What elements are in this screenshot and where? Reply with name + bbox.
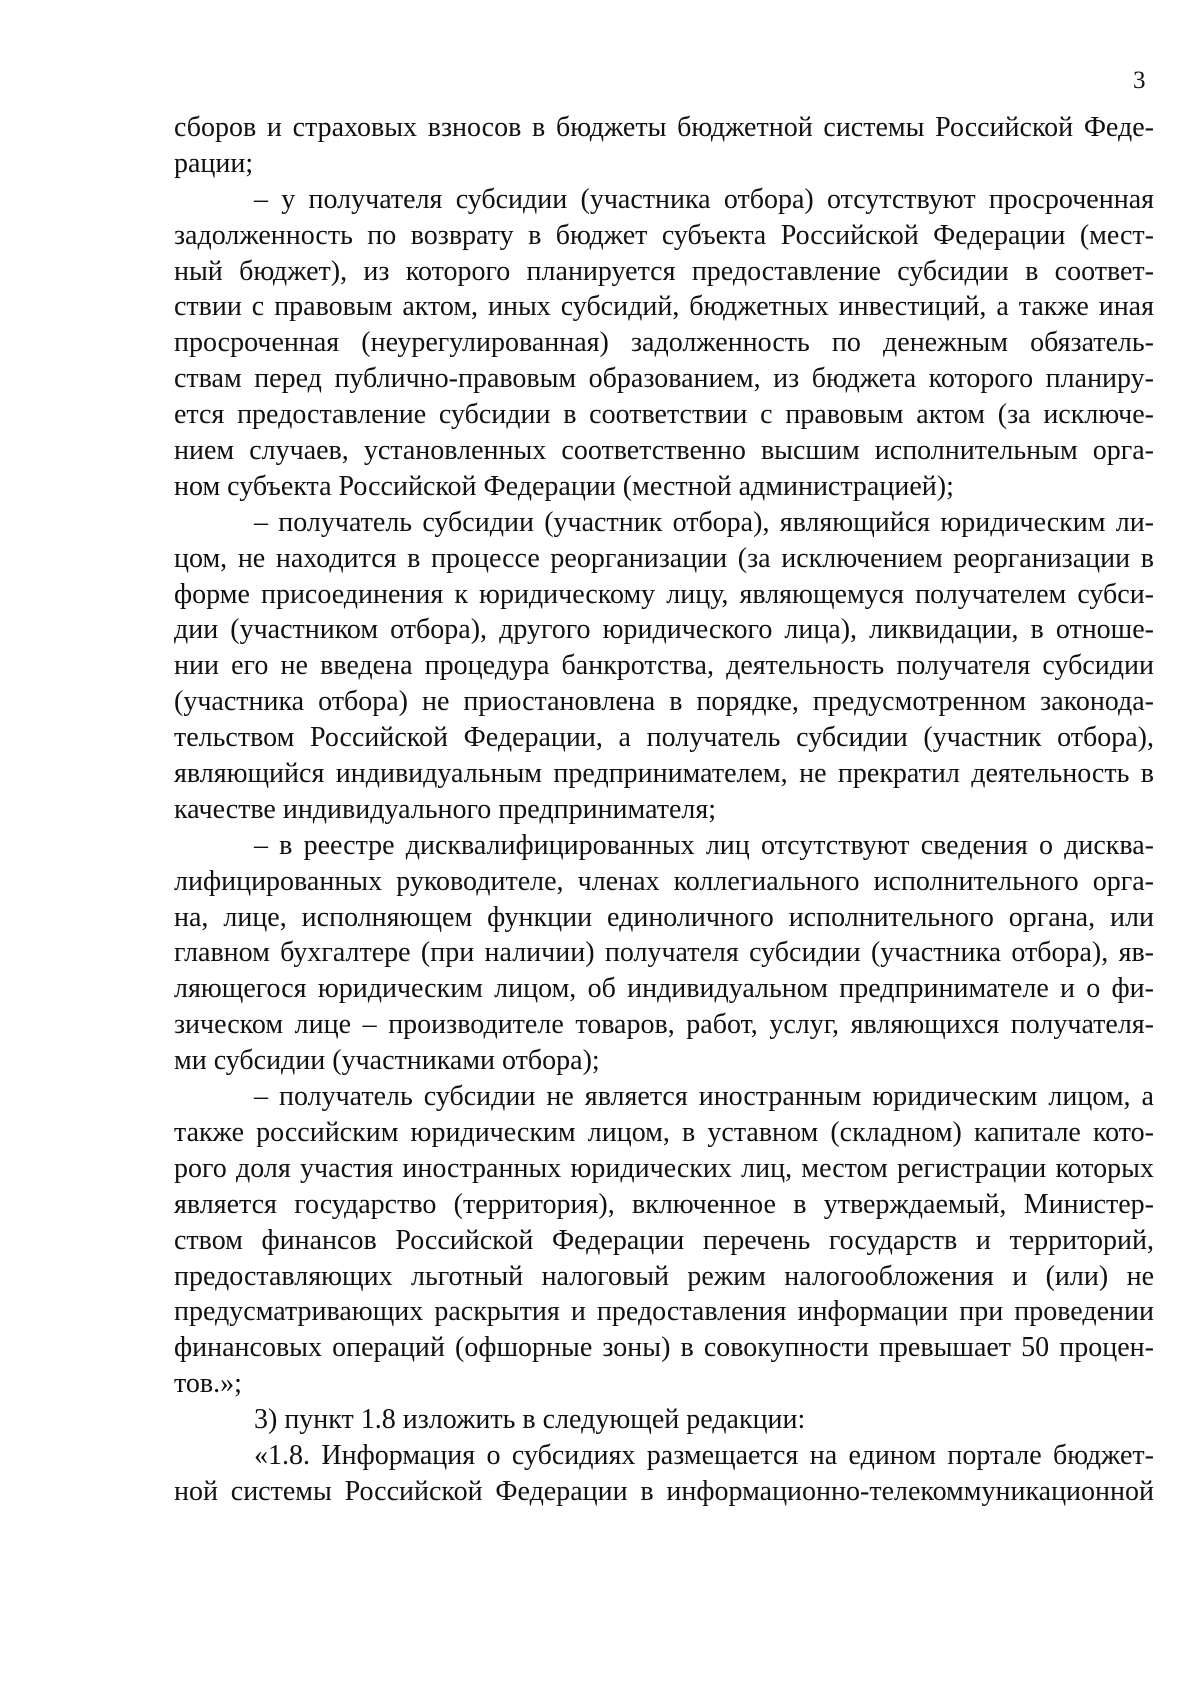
- text-line: качестве индивидуального предпринимателя;: [174, 793, 717, 825]
- text-line: являющийся индивидуальным предпринимателем, не прекратил деятельность в: [174, 758, 1154, 790]
- text-line: цом, не находится в процессе реорганизации (за исключением реорганизации в: [174, 542, 1154, 574]
- text-line: ном субъекта Российской Федерации (местной администрацией);: [174, 470, 954, 502]
- page-number: 3: [1133, 67, 1146, 94]
- text-line: главном бухгалтере (при наличии) получателя субсидии (участника отбора), яв-: [174, 937, 1154, 969]
- text-line: просроченная (неурегулированная) задолженность по денежным обязатель-: [174, 327, 1154, 359]
- text-line: лифицированных руководителе, членах коллегиального исполнительного орга-: [174, 865, 1154, 897]
- text-line: тельством Российской Федерации, а получатель субсидии (участник отбора),: [174, 722, 1154, 754]
- text-line: ствии с правовым актом, иных субсидий, бюджетных инвестиций, а также иная: [174, 291, 1154, 323]
- text-line: ной системы Российской Федерации в информационно-телекоммуникационной: [174, 1475, 1154, 1507]
- text-line: рого доля участия иностранных юридических лиц, местом регистрации которых: [174, 1152, 1154, 1184]
- text-line: финансовых операций (офшорные зоны) в совокупности превышает 50 процен-: [174, 1332, 1154, 1364]
- text-line: ется предоставление субсидии в соответствии с правовым актом (за исключе-: [174, 399, 1154, 431]
- text-line: предоставляющих льготный налоговый режим налогообложения и (или) не: [174, 1260, 1154, 1292]
- text-line: дии (участником отбора), другого юридического лица), ликвидации, в отноше-: [174, 614, 1154, 646]
- text-line: «1.8. Информация о субсидиях размещается на едином портале бюджет-: [254, 1439, 1154, 1471]
- text-line: – у получателя субсидии (участника отбора) отсутствуют просроченная: [254, 183, 1154, 215]
- text-line: 3) пункт 1.8 изложить в следующей редакции:: [254, 1404, 806, 1436]
- text-line: также российским юридическим лицом, в уставном (складном) капитале кото-: [174, 1116, 1154, 1148]
- text-line: форме присоединения к юридическому лицу, являющемуся получателем субси-: [174, 578, 1154, 610]
- text-line: на, лице, исполняющем функции единоличного исполнительного органа, или: [174, 901, 1154, 933]
- text-line: ляющегося юридическим лицом, об индивидуальном предпринимателе и о фи-: [174, 973, 1154, 1005]
- text-line: является государство (территория), включенное в утверждаемый, Министер-: [174, 1188, 1154, 1220]
- text-line: ствам перед публично-правовым образованием, из бюджета которого планиру-: [174, 363, 1154, 395]
- text-line: – в реестре дисквалифицированных лиц отсутствуют сведения о дисква-: [254, 829, 1154, 861]
- text-line: задолженность по возврату в бюджет субъекта Российской Федерации (мест-: [174, 219, 1154, 251]
- text-line: нии его не введена процедура банкротства, деятельность получателя субсидии: [174, 650, 1154, 682]
- text-line: нием случаев, установленных соответственно высшим исполнительным орга-: [174, 435, 1154, 467]
- text-line: – получатель субсидии (участник отбора), являющийся юридическим ли-: [254, 506, 1154, 538]
- text-line: ми субсидии (участниками отбора);: [174, 1045, 600, 1077]
- text-line: ный бюджет), из которого планируется предоставление субсидии в соответ-: [174, 255, 1154, 287]
- text-line: (участника отбора) не приостановлена в порядке, предусмотренном законода-: [174, 686, 1154, 718]
- text-line: тов.»;: [174, 1368, 242, 1400]
- text-line: – получатель субсидии не является иностранным юридическим лицом, а: [254, 1081, 1154, 1113]
- text-line: ством финансов Российской Федерации перечень государств и территорий,: [174, 1224, 1154, 1256]
- text-line: рации;: [174, 147, 254, 179]
- text-line: зическом лице – производителе товаров, работ, услуг, являющихся получателя-: [174, 1009, 1154, 1041]
- text-line: предусматривающих раскрытия и предоставления информации при проведении: [174, 1296, 1154, 1328]
- document-body: [174, 110, 1154, 1510]
- text-line: сборов и страховых взносов в бюджеты бюджетной системы Российской Феде-: [174, 112, 1154, 143]
